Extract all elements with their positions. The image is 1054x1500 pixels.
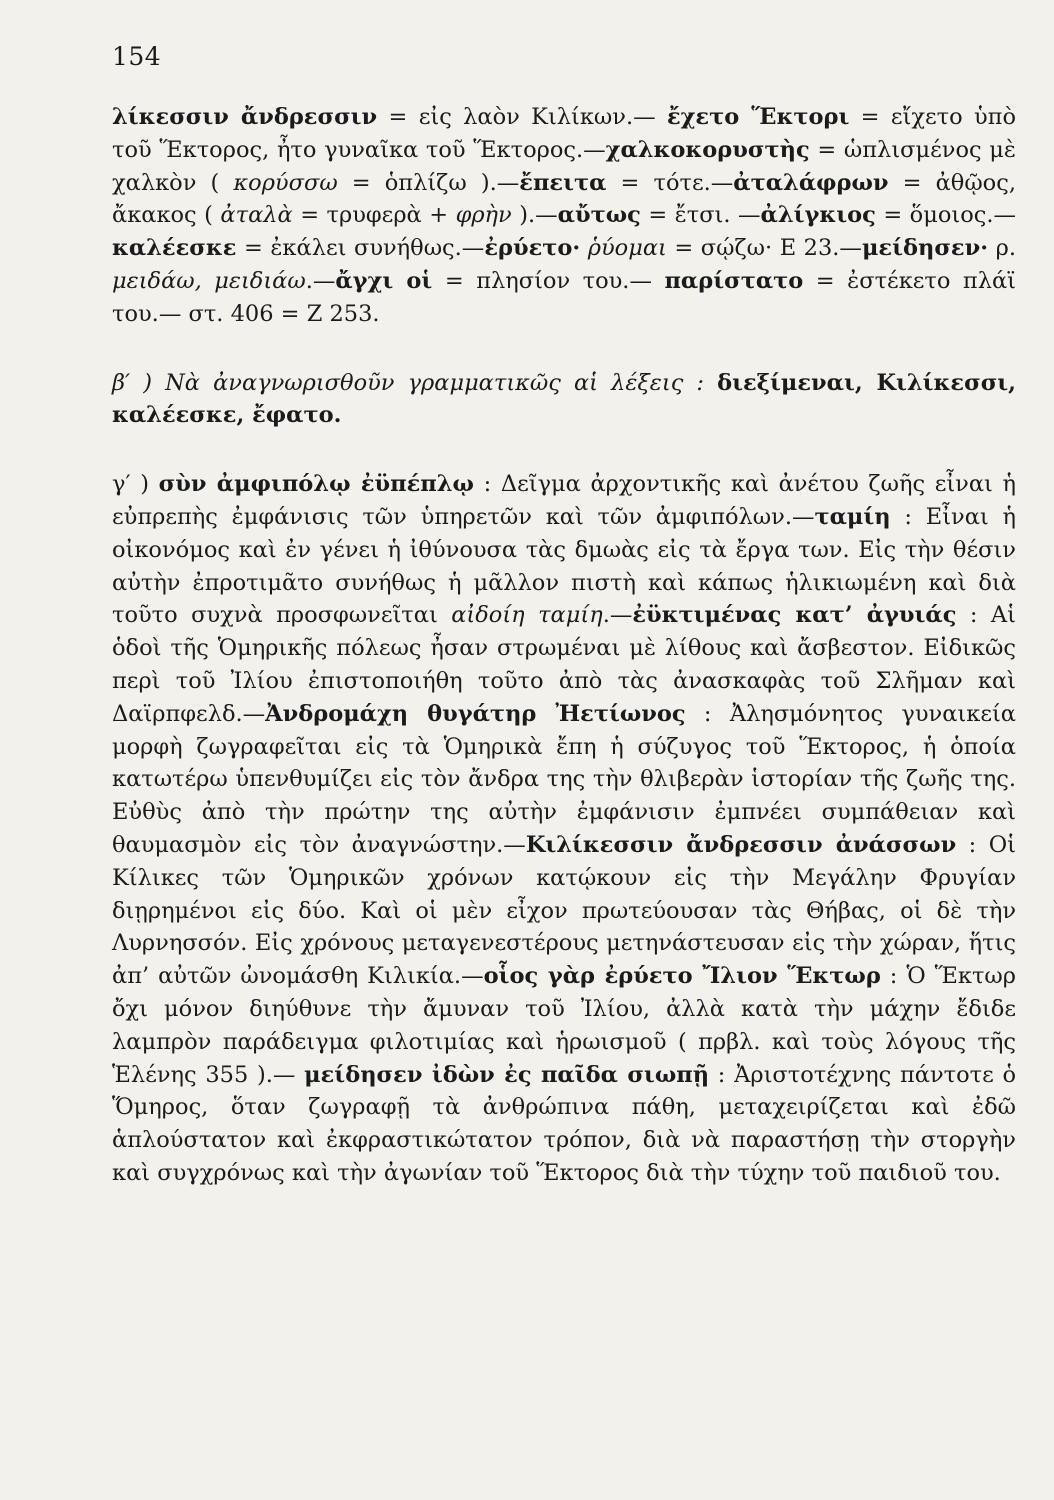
body-text: = ὁπλίζω ).— [337,169,520,196]
lemma-term: μείδησεν ἰδὼν ἐς παῖδα σιωπῇ [304,1061,710,1088]
body-text: = τρυφερὰ + [292,202,456,229]
body-text [704,370,717,396]
lemma-term: καλέεσκε [112,235,237,262]
lemma-term: ἐϋκτιμένας κατ’ ἀγυιάς [632,602,957,629]
lemma-term: διεξίμεναι, Κιλίκεσσι, καλέεσκε, ἔφατο. [112,369,1017,429]
italic-text: κορύσσω [233,169,338,196]
lemma-term: οἷος γὰρ ἐρύετο Ἴλιον Ἕκτωρ [483,963,881,990]
body-text: = ὡπλισμένος μὲ χαλκὸν ( [112,136,1017,196]
glossary-paragraph [112,101,1016,331]
lemma-term: ἐρύετο· [484,235,581,262]
body-text: .— [305,267,336,294]
lemma-term: ἄγχι οἱ [335,267,433,294]
body-text: : Δεῖγμα ἀρχοντικῆς καὶ ἀνέτου ζωῆς εἶναι ἡ εὐπρεπὴς ἐμφάνισις τῶν ὑπηρετῶν καὶ τῶν ἀμφιπόλων.— [112,471,1017,530]
body-text: : Ἀριστοτέχνης πάντοτε ὁ Ὅμηρος, ὅταν ζωγραφῇ τὰ ἀνθρώπινα πάθη, μεταχειρίζεται καὶ ἐδῶ ἁπλούστατον καὶ ἐκφραστικώτατον τρόπον, διὰ νὰ παραστήσῃ τὴν στοργὴν καὶ συγχρόνως καὶ τὴν ἀγωνίαν τοῦ Ἕκτορος διὰ τὴν τύχην τοῦ παιδιοῦ του. [112,1061,1016,1186]
italic-text: β′ ) Νὰ ἀναγνωρισθοῦν γραμματικῶς αἱ λέξεις : [112,369,704,396]
body-text: = ἐστέκετο πλάϊ του.— στ. 406 = Ζ 253. [112,267,1016,327]
lemma-term: Κιλίκεσσιν ἄνδρεσσιν ἀνάσσων [525,831,957,858]
body-text: .— [602,602,633,629]
lemma-term: ἔπειτα [519,169,607,196]
italic-text: ῥύομαι [587,235,667,262]
body-text [580,235,588,261]
body-text: = σῴζω· Ε 23.— [666,235,862,262]
lemma-term: λίκεσσιν ἄνδρεσσιν [112,104,378,130]
body-text: : Ἀλησμόνητος γυναικεία μορφὴ ζωγραφεῖται εἰς τὰ Ὁμηρικὰ ἔπη ἡ σύζυγος τοῦ Ἕκτορος, ἡ ὁποία κατωτέρω ὑπενθυμίζει εἰς τὸν ἄνδρα της τὴν θλιβερὰν ἱστορίαν τῆς ζωῆς της. Εὐθὺς ἀπὸ τὴν πρώτην της αὐτὴν ἐμφάνισιν ἐμπνέει συμπάθειαν καὶ θαυμασμὸν εἰς τὸν ἀναγνώστην.— [112,700,1016,858]
italic-text: μειδάω, μειδιάω [112,267,306,294]
lemma-term: ταμίη [814,503,891,530]
italic-text: ἀταλὰ [220,202,293,229]
body-text: = ἔτσι. — [640,202,761,229]
body-text: = τότε.— [606,169,734,196]
body-text: = εἰς λαὸν Κιλίκων.— [377,104,667,130]
body-text: γ′ ) [112,471,159,498]
commentary-paragraph [112,468,1016,1190]
body-text: ).— [511,202,558,229]
lemma-term: χαλκοκορυστὴς [605,136,810,163]
body-text: = ἐκάλει συνήθως.— [236,235,485,262]
body-text: = ἀθῷος, ἄκακος ( [112,169,1016,229]
lemma-term: αὔτως [557,202,641,229]
page-number: 154 [112,42,162,71]
body-text: = εἴχετο ὑπὸ τοῦ Ἕκτορος, ἦτο γυναῖκα τοῦ Ἕκτορος.— [112,104,1016,163]
body-text: : Ὁ Ἕκτωρ ὄχι μόνον διηύθυνε τὴν ἄμυναν τοῦ Ἰλίου, ἀλλὰ κατὰ τὴν μάχην ἔδιδε λαμπρὸν παράδειγμα φιλοτιμίας καὶ ἡρωισμοῦ ( πρβλ. καὶ τοὺς λόγους τῆς Ἑλένης 355 ).— [112,963,1016,1088]
lemma-term: Ἀνδρομάχη θυγάτηρ Ἠετίωνος [265,700,686,727]
italic-text: αἰδοίη ταμίη [451,602,603,629]
lemma-term: παρίστατο [664,267,804,294]
body-text: = ὅμοιος.— [875,202,1016,229]
italic-text: φρὴν [455,202,512,229]
body-text: = πλησίον του.— [432,267,665,294]
grammar-exercise-paragraph [112,367,1016,433]
lemma-term: μείδησεν· [861,235,989,262]
lemma-term: σὺν ἀμφιπόλῳ ἐϋπέπλῳ [158,471,474,498]
lemma-term: ἔχετο Ἕκτορι [666,104,850,130]
body-text: : Οἱ Κίλικες τῶν Ὁμηρικῶν χρόνων κατῴκουν εἰς τὴν Μεγάλην Φρυγίαν διῃρημένοι εἰς δύο. Καὶ οἱ μὲν εἶχον πρωτεύουσαν τὰς Θήβας, οἱ δὲ τὴν Λυρνησσόν. Εἰς χρόνους μεταγενεστέρους μετηνάστευσαν εἰς τὴν χώραν, ἥτις ἀπ’ αὐτῶν ὠνομάσθη Κιλικία.— [112,831,1017,990]
body-text: : Εἶναι ἡ οἰκονόμος καὶ ἐν γένει ἡ ἰθύνουσα τὰς δμωὰς εἰς τὰ ἔργα των. Εἰς τὴν θέσιν αὐτὴν ἐπροτιμᾶτο συνήθως ἡ μᾶλλον πιστὴ καὶ κάπως ἡλικιωμένη καὶ διὰ τοῦτο συχνὰ προσφωνεῖται [112,503,1016,629]
body-text: ρ. [988,235,1016,262]
lemma-term: ἀταλάφρων [733,169,889,196]
body-text: : Αἱ ὁδοὶ τῆς Ὁμηρικῆς πόλεως ἦσαν στρωμέναι μὲ λίθους καὶ ἄσβεστον. Εἰδικῶς περὶ τοῦ Ἰλίου ἐπιστοποιήθη τοῦτο ἀπὸ τὰς ἀνασκαφὰς τοῦ Σλῆμαν καὶ Δαϊρπφελδ.— [112,602,1016,727]
lemma-term: ἀλίγκιος [760,202,876,229]
